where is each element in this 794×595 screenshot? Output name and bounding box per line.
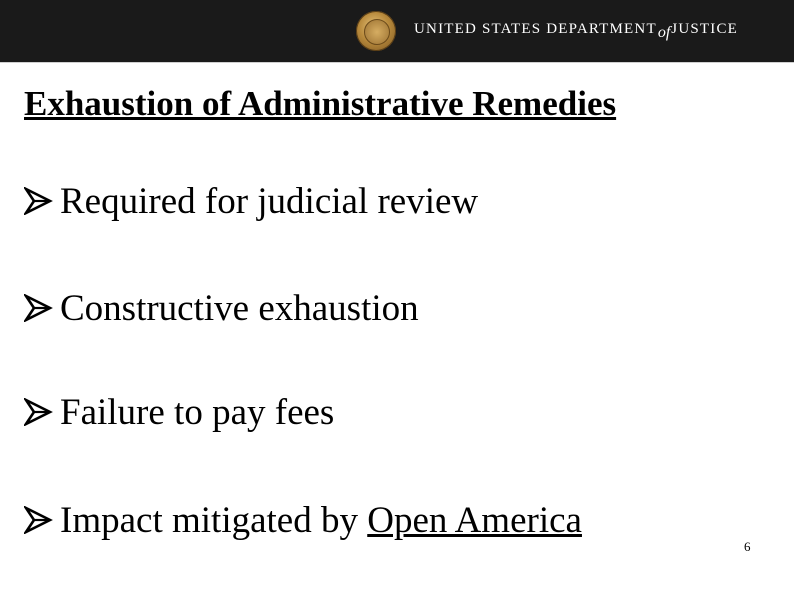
department-name-end: JUSTICE: [671, 21, 739, 37]
bullet-text: Required for judicial review: [60, 181, 479, 222]
department-name-main: UNITED STATES DEPARTMENT: [414, 21, 657, 37]
department-name-of: of: [657, 24, 671, 41]
bullet-text: Failure to pay fees: [60, 392, 335, 433]
page-number: 6: [744, 539, 751, 554]
department-name: [414, 20, 738, 44]
arrow-bullet-icon: [24, 294, 54, 322]
bullet-item: [24, 394, 334, 431]
arrow-bullet-icon: [24, 398, 54, 426]
arrow-bullet-icon: [24, 506, 54, 534]
slide-title: Exhaustion of Administrative Remedies: [24, 84, 617, 123]
bullet-item: [24, 502, 582, 539]
bullet-text: Impact mitigated by: [60, 500, 368, 541]
case-citation: Open America: [367, 500, 582, 541]
bullet-item: [24, 183, 478, 220]
bullet-item: [24, 290, 419, 327]
bullet-text: Constructive exhaustion: [60, 288, 419, 329]
doj-seal-icon: [356, 11, 396, 51]
header-divider: [0, 62, 794, 67]
arrow-bullet-icon: [24, 187, 54, 215]
header-bar: [0, 0, 794, 62]
